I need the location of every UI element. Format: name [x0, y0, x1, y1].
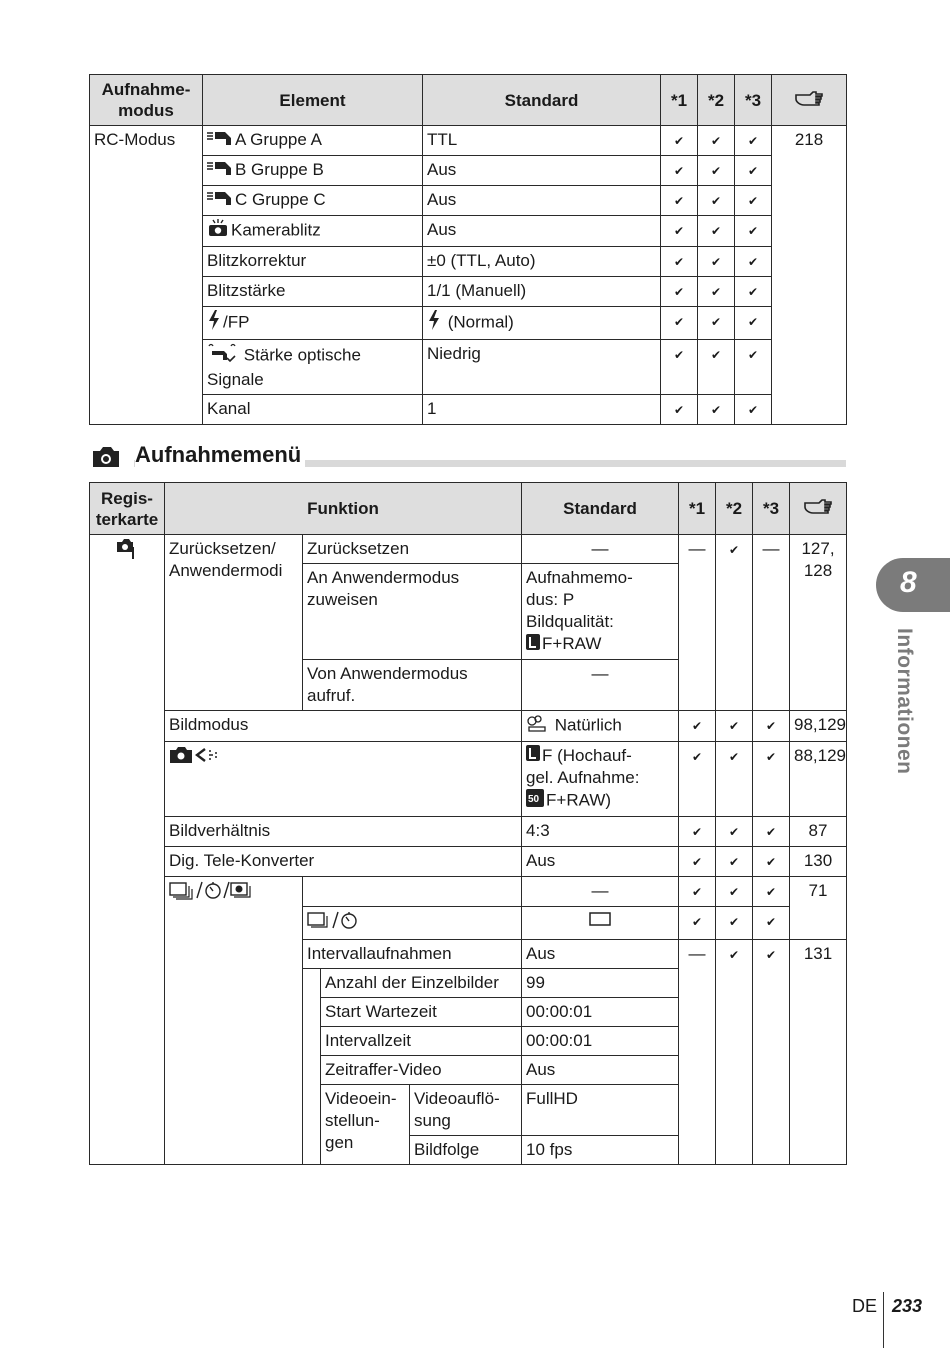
- standard-cell: Aus: [423, 216, 661, 247]
- reset-group-label: Zurücksetzen/ Anwendermodi: [165, 535, 303, 711]
- check-mark: [753, 741, 790, 817]
- standard-cell: Aus: [423, 186, 661, 216]
- standard-cell: TTL: [423, 126, 661, 156]
- video-res-std: FullHD: [522, 1085, 679, 1136]
- check-mark: [661, 395, 698, 425]
- tab-icon-cell: [90, 535, 165, 1165]
- element-cell: B Gruppe B: [203, 156, 423, 186]
- start-std: 00:00:01: [522, 998, 679, 1027]
- reset-label: Zurücksetzen: [303, 535, 522, 564]
- header-tab: Regis- terkarte: [90, 483, 165, 535]
- check-mark: [679, 741, 716, 817]
- standard-cell: Aus: [423, 156, 661, 186]
- header-col2: *2: [716, 483, 753, 535]
- drive-single-icon: [307, 910, 363, 930]
- tele-ref: 130: [790, 847, 847, 877]
- assign-label: An Anwendermodus zuweisen: [303, 564, 522, 660]
- check-mark: [735, 126, 772, 156]
- video-settings-label: Videoein- stellun- gen: [321, 1085, 410, 1165]
- interval-label: Intervallaufnahmen: [303, 940, 522, 969]
- intervall-std: 00:00:01: [522, 1027, 679, 1056]
- flash-group-icon: [207, 190, 233, 212]
- header-col3: *3: [753, 483, 790, 535]
- reset-ref: 127, 128: [790, 535, 847, 711]
- drive-sub-label: [303, 907, 522, 940]
- standard-cell: (Normal): [423, 307, 661, 340]
- check-mark: [679, 710, 716, 741]
- check-mark: [698, 395, 735, 425]
- start-label: Start Wartezeit: [321, 998, 522, 1027]
- drive-std: —: [522, 877, 679, 907]
- check-mark: [716, 847, 753, 877]
- recall-label: Von Anwendermodus aufruf.: [303, 659, 522, 710]
- rc-mode-table: [89, 74, 847, 425]
- interval-indent: [303, 969, 321, 1165]
- reset-c3: —: [753, 535, 790, 711]
- check-mark: [716, 710, 753, 741]
- header-standard: Standard: [522, 483, 679, 535]
- check-mark: [716, 940, 753, 1165]
- check-mark: [698, 216, 735, 247]
- header-col3: *3: [735, 75, 772, 126]
- drive-mode-icon: [169, 880, 253, 900]
- check-mark: [753, 907, 790, 940]
- flash-bolt-icon: [207, 310, 221, 336]
- header-ref: [772, 75, 847, 126]
- large-fine-icon: [526, 634, 540, 656]
- standard-cell: 1: [423, 395, 661, 425]
- check-mark: [698, 307, 735, 340]
- check-mark: [735, 156, 772, 186]
- check-mark: [735, 216, 772, 247]
- header-col1: *1: [679, 483, 716, 535]
- check-mark: [698, 247, 735, 277]
- check-mark: [735, 277, 772, 307]
- check-mark: [753, 877, 790, 907]
- drive-ref: 71: [790, 877, 847, 940]
- assign-std: Aufnahmemo- dus: P Bildqualität: F+RAW: [522, 564, 679, 660]
- section-title: Aufnahmemenü: [135, 442, 305, 468]
- optical-signal-icon: [207, 343, 237, 369]
- check-mark: [661, 156, 698, 186]
- svg-text:50: 50: [528, 794, 540, 806]
- check-mark: [679, 847, 716, 877]
- interval-ref: 131: [790, 940, 847, 1165]
- check-mark: [698, 186, 735, 216]
- timelapse-std: Aus: [522, 1056, 679, 1085]
- ratio-std: 4:3: [522, 817, 679, 847]
- reset-c1: —: [679, 535, 716, 711]
- page-ref: 218: [772, 126, 847, 425]
- bildmodus-ref: 98,129: [790, 710, 847, 741]
- drive-group-cell: [165, 877, 303, 1165]
- flash-group-icon: [207, 160, 233, 182]
- tele-std: Aus: [522, 847, 679, 877]
- drive-sub-std: [522, 907, 679, 940]
- check-mark: [735, 395, 772, 425]
- check-mark: [716, 877, 753, 907]
- interval-c1: —: [679, 940, 716, 1165]
- check-mark: [679, 907, 716, 940]
- header-standard: Standard: [423, 75, 661, 126]
- interval-std: Aus: [522, 940, 679, 969]
- intervall-label: Intervallzeit: [321, 1027, 522, 1056]
- check-mark: [716, 907, 753, 940]
- standard-cell: 1/1 (Manuell): [423, 277, 661, 307]
- video-res-label: Videoauflö- sung: [410, 1085, 522, 1136]
- check-mark: [661, 307, 698, 340]
- header-element: Element: [203, 75, 423, 126]
- check-mark: [716, 741, 753, 817]
- recall-std: —: [522, 659, 679, 710]
- element-cell: Blitzkorrektur: [203, 247, 423, 277]
- frames-label: Anzahl der Einzelbilder: [321, 969, 522, 998]
- header-col2: *2: [698, 75, 735, 126]
- element-cell: Blitzstärke: [203, 277, 423, 307]
- footer-divider: [883, 1292, 884, 1348]
- check-mark: [661, 340, 698, 395]
- pointing-hand-icon: [794, 90, 824, 106]
- check-mark: [735, 186, 772, 216]
- drive-blank: [303, 877, 522, 907]
- camera-tab-1-icon: [116, 538, 138, 560]
- camera-icon: [90, 445, 122, 469]
- large-fine-icon: [526, 745, 540, 767]
- page-number: 233: [892, 1296, 923, 1316]
- standard-cell: ±0 (TTL, Auto): [423, 247, 661, 277]
- check-mark: [716, 535, 753, 711]
- check-mark: [735, 247, 772, 277]
- framerate-label: Bildfolge: [410, 1136, 522, 1165]
- check-mark: [753, 847, 790, 877]
- single-frame-icon: [589, 912, 611, 926]
- rc-mode-cell: RC-Modus: [90, 126, 203, 425]
- quality-ref: 88,129: [790, 741, 847, 817]
- element-cell: Stärke optische Signale: [203, 340, 423, 395]
- check-mark: [698, 126, 735, 156]
- element-cell: Kamerablitz: [203, 216, 423, 247]
- section-heading: [90, 440, 846, 470]
- chapter-number: 8: [900, 566, 917, 599]
- pointing-hand-icon: [803, 498, 833, 514]
- 50m-icon: [526, 789, 544, 813]
- header-col1: *1: [661, 75, 698, 126]
- camera-quality-icon: [169, 745, 223, 765]
- check-mark: [753, 817, 790, 847]
- check-mark: [661, 126, 698, 156]
- shooting-menu-table: [89, 482, 847, 1165]
- bildmodus-label: Bildmodus: [165, 710, 522, 741]
- flash-bolt-icon: [427, 310, 441, 336]
- check-mark: [661, 186, 698, 216]
- header-function: Funktion: [165, 483, 522, 535]
- check-mark: [661, 247, 698, 277]
- element-cell: Kanal: [203, 395, 423, 425]
- header-shooting-mode: Aufnahme- modus: [90, 75, 203, 126]
- picture-mode-icon: [526, 714, 548, 738]
- check-mark: [735, 340, 772, 395]
- element-cell: /FP: [203, 307, 423, 340]
- ratio-ref: 87: [790, 817, 847, 847]
- check-mark: [661, 216, 698, 247]
- element-cell: A Gruppe A: [203, 126, 423, 156]
- tele-label: Dig. Tele-Konverter: [165, 847, 522, 877]
- check-mark: [661, 277, 698, 307]
- chapter-label: Informationen: [893, 628, 916, 775]
- flash-group-icon: [207, 130, 233, 152]
- frames-std: 99: [522, 969, 679, 998]
- header-ref: [790, 483, 847, 535]
- camera-flash-icon: [207, 219, 229, 243]
- check-mark: [698, 156, 735, 186]
- ratio-label: Bildverhältnis: [165, 817, 522, 847]
- chapter-tab: [876, 558, 950, 612]
- timelapse-label: Zeitraffer-Video: [321, 1056, 522, 1085]
- check-mark: [698, 277, 735, 307]
- check-mark: [735, 307, 772, 340]
- reset-std: —: [522, 535, 679, 564]
- element-cell: C Gruppe C: [203, 186, 423, 216]
- check-mark: [753, 710, 790, 741]
- check-mark: [716, 817, 753, 847]
- check-mark: [753, 940, 790, 1165]
- chapter-label-wrap: [890, 628, 920, 788]
- quality-std: F (Hochauf- gel. Aufnahme: 50 F+RAW): [522, 741, 679, 817]
- check-mark: [679, 877, 716, 907]
- quality-label: [165, 741, 522, 817]
- check-mark: [679, 817, 716, 847]
- standard-cell: Niedrig: [423, 340, 661, 395]
- bildmodus-std: Natürlich: [522, 710, 679, 741]
- check-mark: [698, 340, 735, 395]
- language-code: DE: [852, 1296, 878, 1316]
- framerate-std: 10 fps: [522, 1136, 679, 1165]
